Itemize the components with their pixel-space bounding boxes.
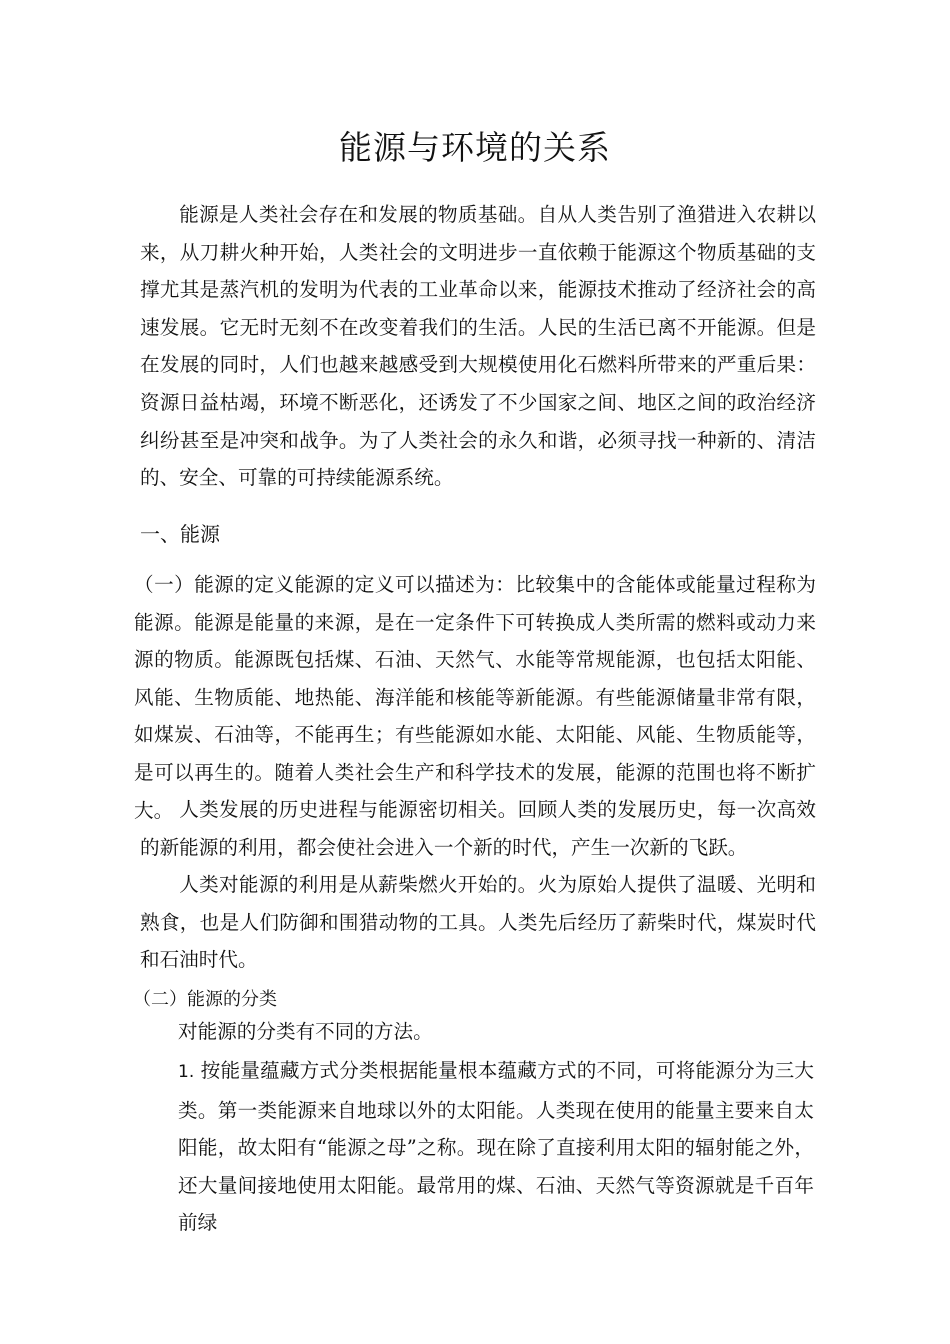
document-title: 能源与环境的关系 (339, 128, 611, 167)
energy-definition-paragraph: （一）能源的定义能源的定义可以描述为：比较集中的含能体或能量过程称为能源。能源是能量的来源，是在一定条件下可转换成人类所需的燃料或动力来源的物质。能源既包括煤、石油、天然气、水能等常规能源，也包括太阳能、风能、生物质能、地热能、海洋能和核能等新能源。有些能源储量非常有限，如煤炭、石油等，不能再生；有些能源如水能、太阳能、风能、生物质能等，是可以再生的。随着人类社会生产和科学技术的发展，能源的范围也将不断扩大。 (134, 573, 816, 822)
subsection-heading-classification: （二）能源的分类 (133, 989, 277, 1010)
list-item-text: 按能量蕴藏方式分类根据能量根本蕴藏方式的不同，可将能源分为三大类。第一类能源来自地球以外的太阳能。人类现在使用的能量主要来自太阳能，故太阳有“能源之母”之称。现在除了直接利用太阳的辐射能之外，还大量间接地使用太阳能。最常用的煤、石油、天然气等资源就是千百年前绿 (178, 1059, 815, 1235)
classification-intro: 对能源的分类有不同的方法。 (178, 1020, 433, 1043)
intro-paragraph: 能源是人类社会存在和发展的物质基础。自从人类告别了渔猎进入农耕以来，从刀耕火种开始，人类社会的文明进步一直依赖于能源这个物质基础的支撑尤其是蒸汽机的发明为代表的工业革命以来，能源技术推动了经济社会的高速发展。它无时无刻不在改变着我们的生活。人民的生活已离不开能源。但是在发展的同时，人们也越来越感受到大规模使用化石燃料所带来的严重后果：资源日益枯竭，环境不断恶化，还诱发了不少国家之间、地区之间的政治经济纠纷甚至是冲突和战争。为了人类社会的永久和谐，必须寻找一种新的、清洁的、安全、可靠的可持续能源系统。 (140, 203, 816, 490)
energy-history-paragraph: 人类发展的历史进程与能源密切相关。回顾人类的发展历史，每一次高效的新能源的利用，都会使社会进入一个新的时代，产生一次新的飞跃。 (140, 798, 816, 859)
list-item-1 (178, 1052, 814, 1242)
firewood-paragraph: 人类对能源的利用是从薪柴燃火开始的。火为原始人提供了温暖、光明和熟食，也是人们防御和围猎动物的工具。人类先后经历了薪柴时代，煤炭时代和石油时代。 (140, 873, 816, 972)
list-item-number: 1. (178, 1062, 195, 1082)
section-heading-energy: 一、能源 (140, 522, 220, 546)
